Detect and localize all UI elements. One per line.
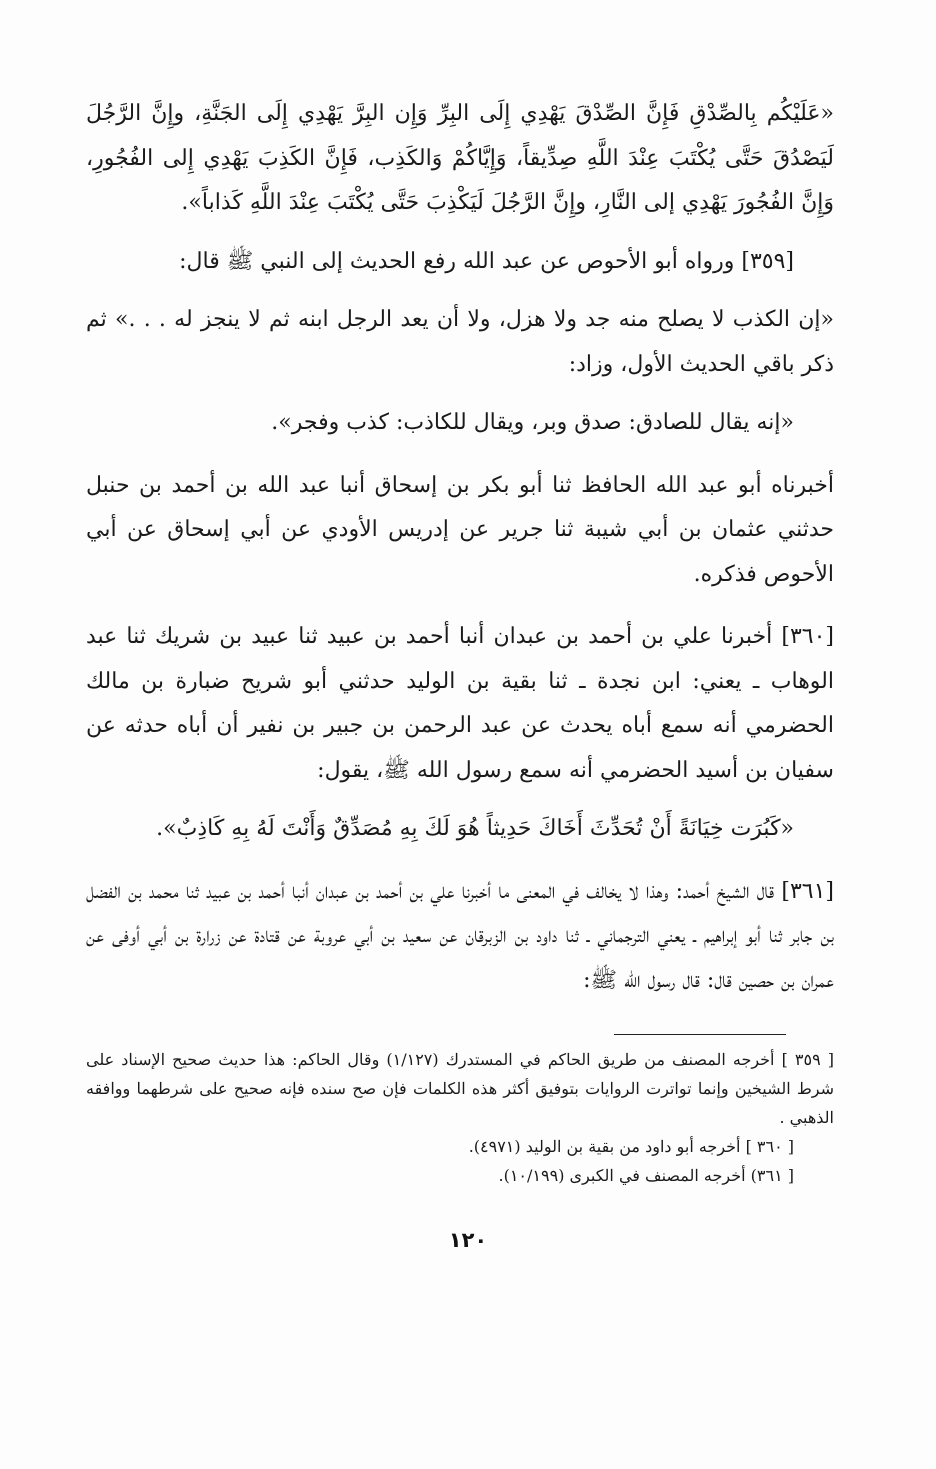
isnad-paragraph: أخبرناه أبو عبد الله الحافظ ثنا أبو بكر بن إسحاق أنبا عبد الله بن أحمد بن حنبل حدثني عثمان بن أبي شيبة ثنا جرير عن إدريس الأودي عن أبي إسحاق عن أبي الأحوص فذكره. xyxy=(86,472,834,587)
page-number: ١٢٠ xyxy=(448,1228,488,1252)
main-text xyxy=(86,92,834,1003)
footnote-divider xyxy=(614,1034,786,1035)
hadith-quote-lying: «إن الكذب لا يصلح منه جد ولا هزل، ولا أن يعد الرجل ابنه ثم لا ينجز له . . .» ثم ذكر باقي الحديث الأول، وزاد: xyxy=(86,307,834,377)
narration-361: [٣٦١] قال الشيخ أحمد: وهذا لا يخالف في المعنى ما أخبرنا علي بن أحمد بن عبدان أنبا أحمد بن عبيد ثنا محمد بن الفضل بن جابر ثنا أبو إبراهيم ـ يعني الترجماني ـ ثنا داود بن الزبرقان عن سعيد بن أبي عروبة عن قتادة عن زرارة بن أبي أوفى عن عمران بن حصين قال: قال رسول الله ﷺ: xyxy=(86,878,834,993)
narration-360: [٣٦٠] أخبرنا علي بن أحمد بن عبدان أنبا أحمد بن عبيد ثنا عبيد بن شريك ثنا عبد الوهاب ـ يعني: ابن نجدة ـ ثنا بقية بن الوليد حدثني أبو شريح ضبارة بن مالك الحضرمي أنه سمع أباه يحدث عن عبد الرحمن بن جبير بن نفير أن أباه حدثه عن سفيان بن أسيد الحضرمي أنه سمع رسول الله ﷺ، يقول: xyxy=(86,624,834,783)
hadith-quote-truthfulness: «عَلَيْكُم بِالصِّدْقِ فَإِنَّ الصِّدْقَ يَهْدِي إِلَى البِرِّ وَإِن البِرَّ يَهْدِي إِلَى الجَنَّةِ، وإِنَّ الرَّجُلَ لَيَصْدُقَ حَتَّى يُكْتَبَ عِنْدَ اللَّهِ صِدِّيقاً، وَإِيَّاكُمْ وَالكَذِب، فَإِنَّ الكَذِبَ يَهْدِي إِلى الفُجُورِ، وَإِنَّ الفُجُورَ يَهْدِي إلى النَّارِ، وإِنَّ الرَّجُلَ لَيَكْذِبَ حَتَّى يُكْتَبَ عِنْدَ اللَّهِ كَذاباً». xyxy=(86,101,834,215)
footnote-360: [ ٣٦٠ ] أخرجه أبو داود من بقية بن الوليد (٤٩٧١). xyxy=(468,1137,794,1156)
footnote-361: [ ٣٦١) أخرجه المصنف في الكبرى (١٠/١٩٩). xyxy=(498,1166,794,1185)
hadith-quote-betrayal: «كَبُرَت خِيَانَةً أَنْ تُحَدِّثَ أَخَاكَ حَدِيثاً هُوَ لَكَ بِهِ مُصَدِّقٌ وَأَنْتَ لَهُ بِهِ كَاذِبٌ». xyxy=(156,816,794,841)
hadith-quote-addition: «إنه يقال للصادق: صدق وبر، ويقال للكاذب: كذب وفجر». xyxy=(271,410,794,435)
footnote-359: [ ٣٥٩ ] أخرجه المصنف من طريق الحاكم في المستدرك (١/١٢٧) وقال الحاكم: هذا حديث صحيح الإسناد على شرط الشيخين وإنما تواترت الروايات بتوفيق أكثر هذه الكلمات فإن صح سنده فإنه صحيح على شرطهما ووافقه الذهبي . xyxy=(86,1050,835,1127)
narration-359: [٣٥٩] ورواه أبو الأحوص عن عبد الله رفع الحديث إلى النبي ﷺ قال: xyxy=(179,248,794,274)
footnotes xyxy=(86,1045,834,1190)
